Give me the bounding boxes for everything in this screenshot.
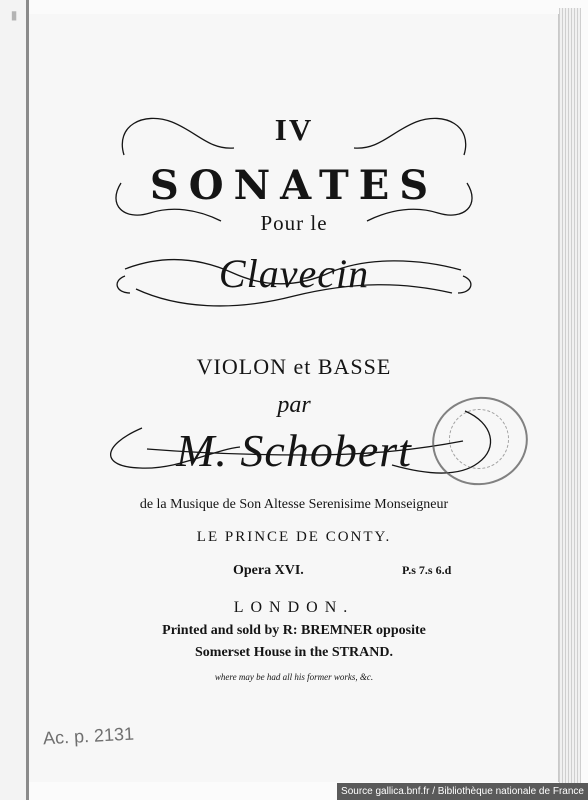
instrument-title: Clavecin (218, 251, 370, 296)
source-credit: Source gallica.bnf.fr / Bibliothèque nationale de France (337, 783, 588, 800)
accompaniment-title: VIOLON et BASSE (196, 354, 392, 379)
subtitle-pour: Pour le (260, 211, 328, 235)
publisher-line-1: Printed and sold by R: BREMNER opposite (162, 623, 426, 638)
composer-name: M. Schobert (176, 425, 412, 476)
patron-name: LE PRINCE DE CONTY. (196, 529, 392, 545)
binding-margin (0, 0, 27, 800)
publication-city: LONDON. (233, 599, 355, 616)
page-edge (559, 8, 581, 784)
shelfmark: Ac. p. 2131 (42, 723, 135, 749)
composer-position: de la Musique de Son Altesse Serenisime Monseigneur (139, 497, 449, 512)
publisher-line-2: Somerset House in the STRAND. (195, 645, 393, 660)
main-title: SONATES (149, 162, 439, 209)
by-line: par (277, 392, 311, 418)
corner-mark-icon: ▮ (7, 8, 21, 22)
price: P.s 7.s 6.d (402, 563, 452, 577)
opus-number: Opera XVI. (233, 563, 304, 578)
publisher-note: where may be had all his former works, &c. (214, 672, 374, 682)
volume-number: IV (274, 112, 314, 147)
